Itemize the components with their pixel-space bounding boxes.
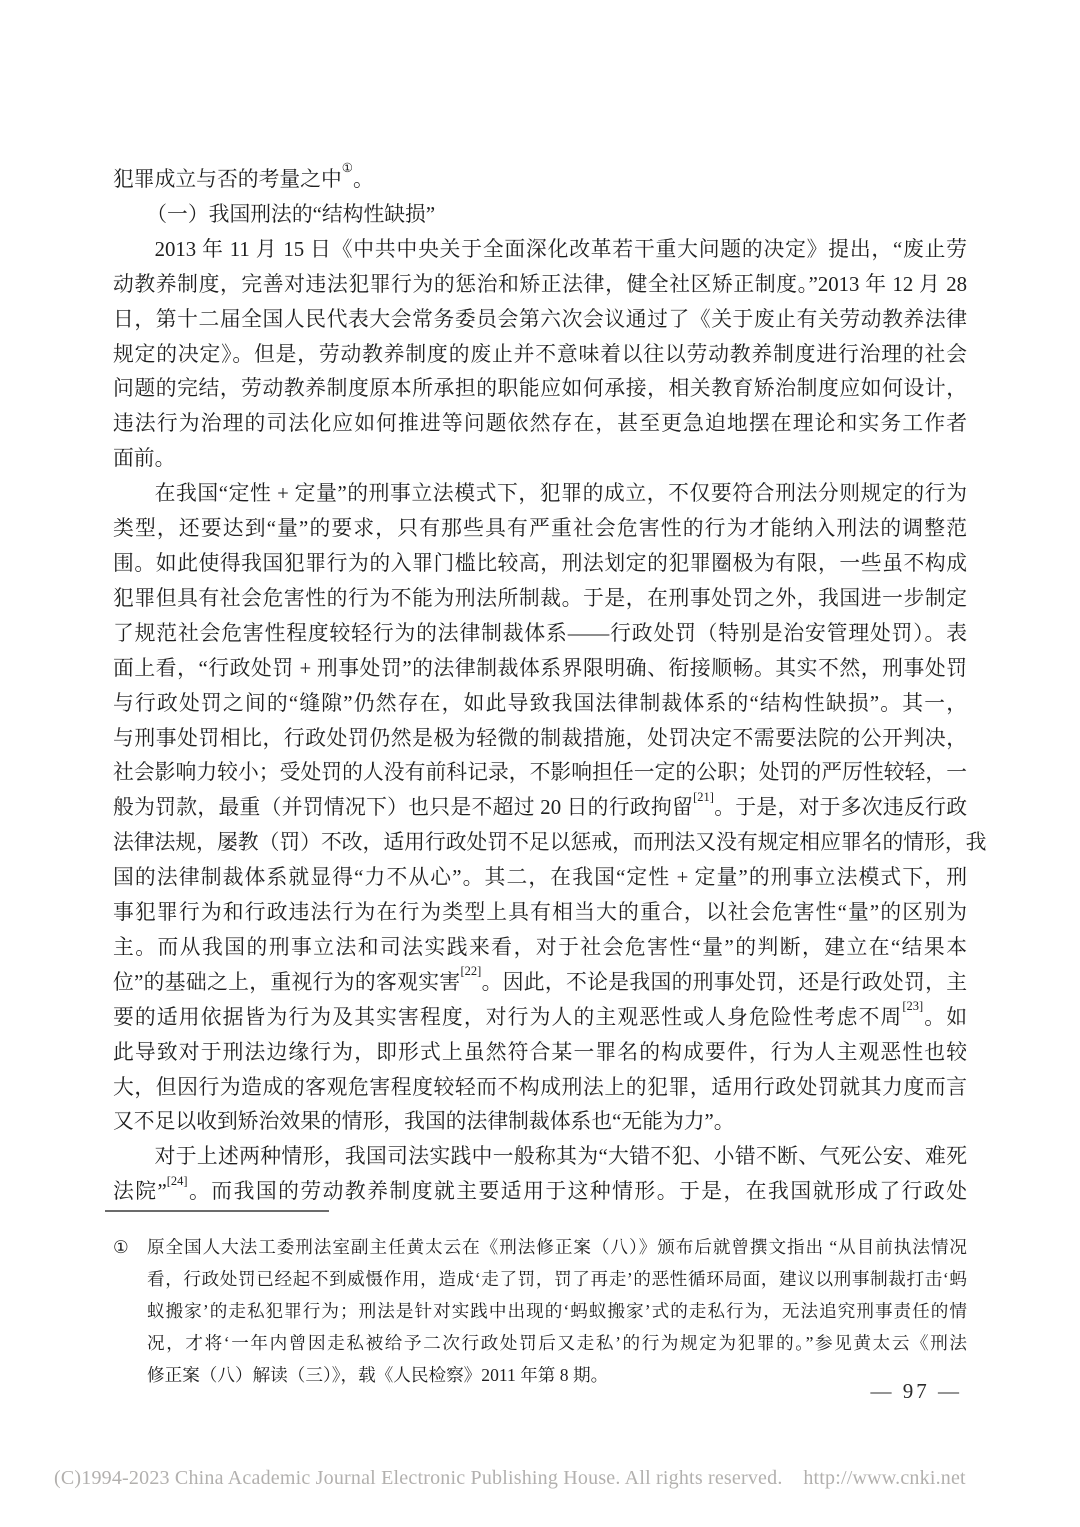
footnote-line: ① 原全国人大法工委刑法室副主任黄太云在《刑法修正案（八）》颁布后就曾撰文指出 “从目前执法情况 <box>113 1231 967 1263</box>
footnote-line: 修正案（八）解读（三）》，载《人民检察》2011 年第 8 期。 <box>147 1365 609 1385</box>
text-line: 面前。 <box>113 447 176 471</box>
text-line: 此导致对于刑法边缘行为，即形式上虽然符合某一罪名的构成要件，行为人主观恶性也较 <box>113 1040 967 1064</box>
text-line: 般为罚款，最重（并罚情况下）也只是不超过 20 日的行政拘留[21]。于是，对于多次违反行政 <box>113 789 968 820</box>
text-line: 位”的基础之上，重视行为的客观实害[22]。因此，不论是我国的刑事处罚，还是行政处罚，主 <box>113 964 967 994</box>
text-line: 日，第十二届全国人民代表大会常务委员会第六次会议通过了《关于废止有关劳动教养法律 <box>113 307 967 331</box>
copyright-footer: (C)1994-2023 China Academic Journal Electronic Publishing House. All rights reserved. http://www.cnki.net <box>54 1467 966 1489</box>
text-line: 犯罪成立与否的考量之中①。 <box>113 161 374 191</box>
footnote-line: 看，行政处罚已经起不到威慑作用，造成‘走了罚，罚了再走’的恶性循环局面，建议以刑事制裁打击‘蚂 <box>147 1269 967 1289</box>
text-line: 2013 年 11 月 15 日《中共中央关于全面深化改革若干重大问题的决定》提出，“废止劳 <box>154 237 967 261</box>
footnotes <box>113 1231 967 1391</box>
footnote-separator <box>105 1210 329 1212</box>
footnote-ref: [21] <box>693 789 714 804</box>
footnote-line: 况，才将‘一年内曾因走私被给予二次行政处罚后又走私’的行为规定为犯罪的。”参见黄太云《刑法 <box>147 1333 967 1353</box>
body-text <box>113 161 987 1210</box>
text-line: 国的法律制裁体系就显得“力不从心”。其二，在我国“定性 + 定量”的刑事立法模式下，刑 <box>113 866 967 890</box>
text-line: 规定的决定》。但是，劳动教养制度的废止并不意味着以往以劳动教养制度进行治理的社会 <box>113 342 967 366</box>
text-line: 主。而从我国的刑事立法和司法实践来看，对于社会危害性“量”的判断，建立在“结果本 <box>113 935 967 959</box>
text-line: 问题的完结，劳动教养制度原本所承担的职能应如何承接，相关教育矫治制度应如何设计， <box>113 377 967 401</box>
text-line: 在我国“定性 + 定量”的刑事立法模式下，犯罪的成立，不仅要符合刑法分则规定的行为 <box>154 482 967 506</box>
text-line: 法院”[24]。而我国的劳动教养制度就主要适用于这种情形。于是，在我国就形成了行政处 <box>113 1173 968 1204</box>
footnote-ref: [24] <box>166 1173 188 1188</box>
text-line: 与行政处罚之间的“缝隙”仍然存在，如此导致我国法律制裁体系的“结构性缺损”。其一， <box>113 691 967 715</box>
text-line: 对于上述两种情形，我国司法实践中一般称其为“大错不犯、小错不断、气死公安、难死 <box>154 1145 967 1169</box>
text-line: 了规范社会危害性程度较轻行为的法律制裁体系——行政处罚（特别是治安管理处罚）。表 <box>113 621 967 645</box>
footnote-marker: ① <box>113 1237 129 1257</box>
text-line: 类型，还要达到“量”的要求，只有那些具有严重社会危害性的行为才能纳入刑法的调整范 <box>113 517 967 541</box>
text-line: 犯罪但具有社会危害性的行为不能为刑法所制裁。于是，在刑事处罚之外，我国进一步制定 <box>113 586 967 610</box>
text-line: 要的适用依据皆为行为及其实害程度，对行为人的主观恶性或人身危险性考虑不周[23]。如 <box>113 999 968 1029</box>
text-line: （一）我国刑法的“结构性缺损” <box>146 202 436 226</box>
footnote-ref: [23] <box>902 999 924 1014</box>
text-line: 围。如此使得我国犯罪行为的入罪门槛比较高，刑法划定的犯罪圈极为有限，一些虽不构成 <box>113 551 967 575</box>
text-line: 面上看，“行政处罚 + 刑事处罚”的法律制裁体系界限明确、衔接顺畅。其实不然，刑事处罚 <box>113 656 967 680</box>
text-line: 法律法规，屡教（罚）不改，适用行政处罚不足以惩戒，而刑法又没有规定相应罪名的情形，我 <box>113 831 987 855</box>
text-line: 动教养制度，完善对违法犯罪行为的惩治和矫正法律，健全社区矫正制度。”2013 年 12 月 28 <box>113 272 967 296</box>
text-line: 与刑事处罚相比，行政处罚仍然是极为轻微的制裁措施，处罚决定不需要法院的公开判决， <box>113 726 967 750</box>
text-line: 社会影响力较小；受处罚的人没有前科记录，不影响担任一定的公职；处罚的严厉性较轻，一 <box>113 761 967 785</box>
footnote-line: 蚁搬家’的走私犯罪行为；刑法是针对实践中出现的‘蚂蚁搬家’式的走私行为，无法追究刑事责任的情 <box>147 1301 967 1321</box>
text-line: 违法行为治理的司法化应如何推进等问题依然存在，甚至更急迫地摆在理论和实务工作者 <box>113 412 967 436</box>
text-line: 大，但因行为造成的客观危害程度较轻而不构成刑法上的犯罪，适用行政处罚就其力度而言 <box>113 1075 967 1099</box>
text-line: 又不足以收到矫治效果的情形，我国的法律制裁体系也“无能为力”。 <box>113 1110 735 1134</box>
text-line: 事犯罪行为和行政违法行为在行为类型上具有相当大的重合，以社会危害性“量”的区别为 <box>113 901 967 925</box>
page-number: — 97 — <box>870 1379 962 1403</box>
footnote-ref: ① <box>341 161 353 176</box>
footnote-ref: [22] <box>460 964 482 979</box>
